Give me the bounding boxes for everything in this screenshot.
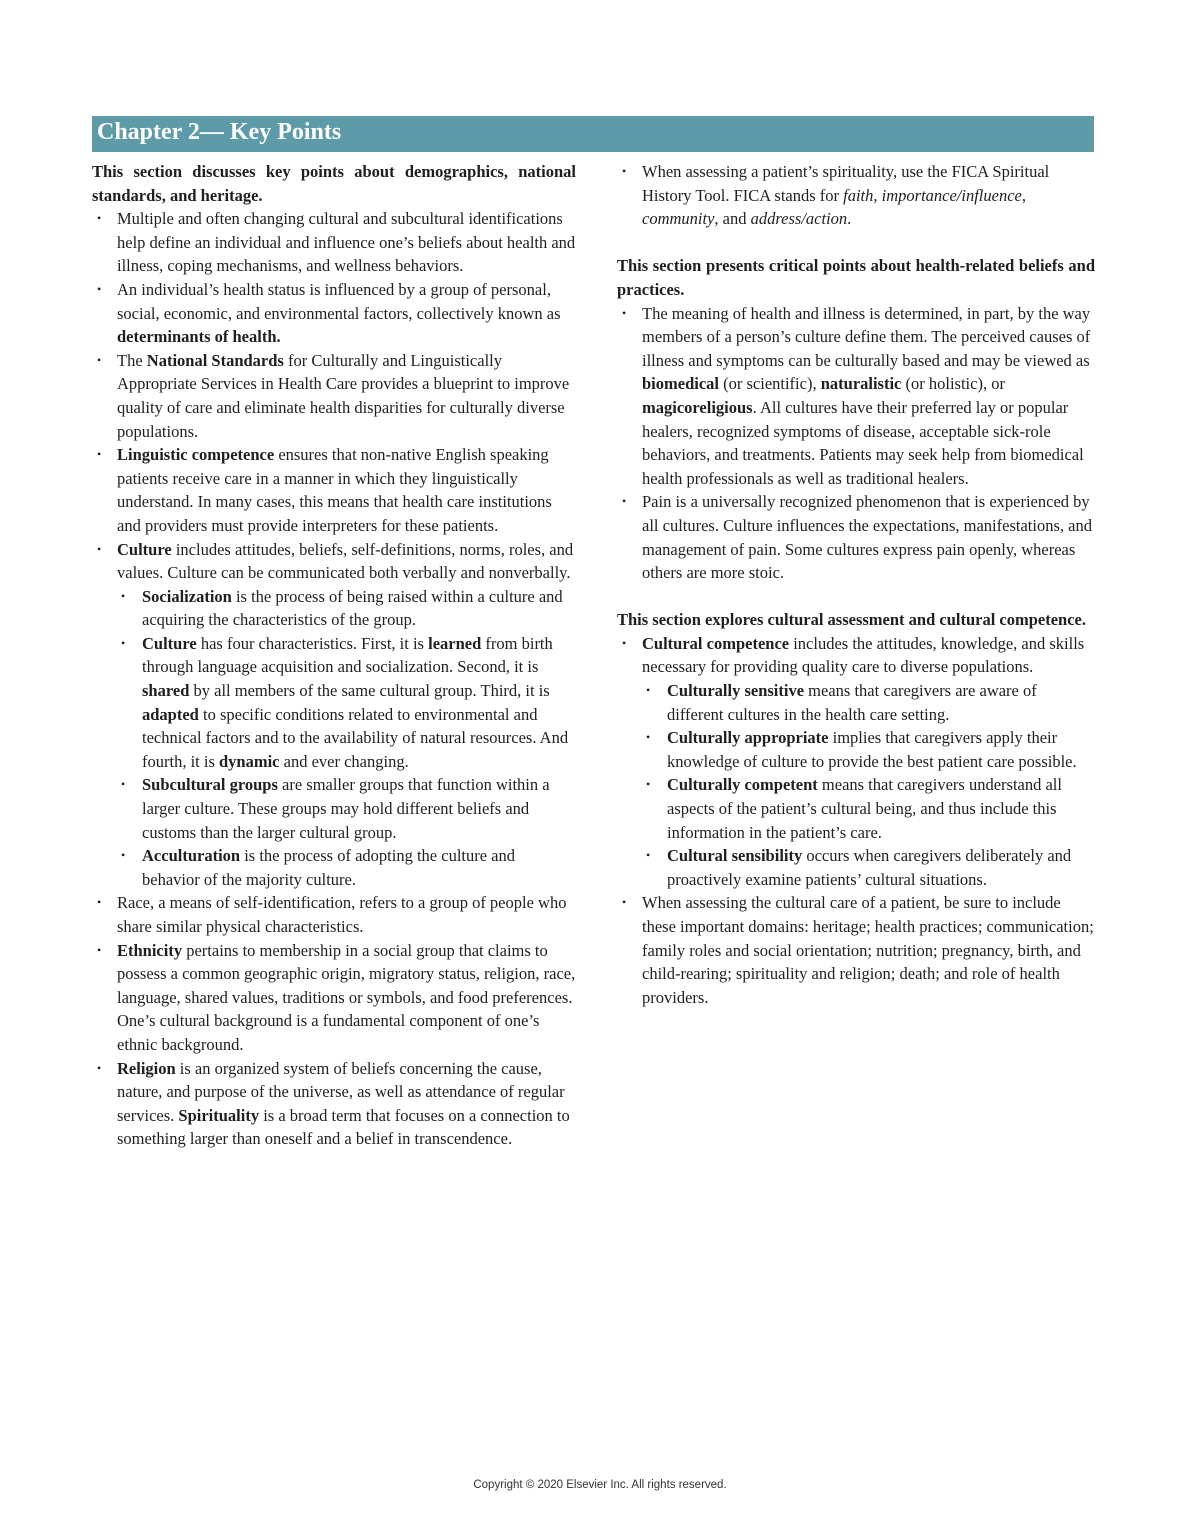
list-item: • Cultural sensibility occurs when caregivers deliberately and proactively examine patients’ cultural situations. <box>646 846 1072 889</box>
copyright-footer: Copyright © 2020 Elsevier Inc. All rights reserved. <box>473 1479 727 1491</box>
section-intro-demographics: This section discusses key points about demographics, national standards, and heritage. <box>92 162 576 205</box>
list-item: • Culture has four characteristics. First, it is learned from birth through language acquisition and socialization. Second, it is shared by all members of the same cultural group. Third, it is adapted to specific conditions related to environmental and technical factors and to the availability of natural resources. And fourth, it is dynamic and ever changing. <box>121 633 569 771</box>
bullet-icon: • <box>622 164 627 178</box>
bullet-icon: • <box>121 635 126 650</box>
list-item: • The National Standards for Culturally and Linguistically Appropriate Services in Health Care provides a blueprint to improve quality of care and eliminate health disparities for culturally diverse populations. <box>97 350 570 441</box>
chapter-banner <box>92 116 1094 152</box>
list-item: • Subcultural groups are smaller groups that function within a larger culture. These groups may hold different beliefs and customs than the larger cultural group. <box>121 775 550 842</box>
bullet-icon: • <box>622 635 627 650</box>
bullet-icon: • <box>646 777 651 792</box>
key-term: magicoreligious <box>642 397 753 417</box>
list-item: • Socialization is the process of being raised within a culture and acquiring the characteristics of the group. <box>121 586 563 630</box>
key-term: Linguistic competence <box>117 445 275 465</box>
key-term: Cultural sensibility <box>667 846 803 866</box>
bullet-icon: • <box>121 848 126 863</box>
bullet-icon: • <box>97 942 102 957</box>
bullet-icon: • <box>622 305 627 320</box>
bullet-icon: • <box>97 211 102 226</box>
list-item: • Pain is a universally recognized phenomenon that is experienced by all cultures. Culture influences the expectations, manifestations, and management of pain. Some cultures express pain openly, whereas others are more stoic. <box>622 492 1092 583</box>
key-points-list <box>617 302 1095 585</box>
list-item: • Linguistic competence ensures that non-native English speaking patients receive care in a manner in which they linguistically understand. In many cases, this means that health care institutions and providers must provide interpreters for these patients. <box>97 445 552 535</box>
section-intro-beliefs: This section presents critical points about health-related beliefs and practices. <box>617 256 1095 299</box>
key-term: naturalistic <box>820 374 902 394</box>
bullet-icon: • <box>97 895 102 910</box>
key-term: Culture <box>117 539 172 559</box>
key-term: Religion <box>117 1058 176 1078</box>
key-term: determinants of health. <box>117 327 281 347</box>
list-item: • Multiple and often changing cultural and subcultural identifications help define an individual and influence one’s beliefs about health and illness, coping mechanisms, and wellness behaviors. <box>97 209 576 276</box>
key-points-list <box>92 207 576 1151</box>
list-item: • When assessing a patient’s spirituality, use the FICA Spiritual History Tool. FICA stands for faith, importance/influence, community, and address/action. <box>622 162 1050 229</box>
bullet-icon: • <box>622 895 627 910</box>
key-term: Socialization <box>142 586 232 606</box>
list-item: • Culturally competent means that caregivers understand all aspects of the patient’s cultural being, and thus include this information in the patient’s care. <box>646 775 1062 842</box>
list-item: • Ethnicity pertains to membership in a social group that claims to possess a common geographic origin, migratory status, religion, race, language, shared values, traditions or symbols, and food preferences. One’s cultural background is a fundamental component of one’s ethnic background. <box>97 940 576 1054</box>
list-item: • When assessing the cultural care of a patient, be sure to include these important domains: heritage; health practices; communication; family roles and social orientation; nutrition; pregnancy, birth, and child-rearing; spirituality and religion; death; and role of health providers. <box>622 893 1094 1007</box>
key-term: Spirituality <box>178 1105 260 1125</box>
bullet-icon: • <box>646 848 651 863</box>
section-intro-assessment: This section explores cultural assessment and cultural competence. <box>617 610 1087 630</box>
right-column <box>617 160 1095 1009</box>
key-term: Ethnicity <box>117 940 183 960</box>
list-item: • An individual’s health status is influenced by a group of personal, social, economic, and environmental factors, collectively known as determinants of health. <box>97 279 561 347</box>
key-term: Culturally sensitive <box>667 681 805 701</box>
key-term: Culture <box>142 633 197 653</box>
key-term: biomedical <box>642 374 719 394</box>
left-column <box>92 160 576 1151</box>
list-item: • Religion is an organized system of beliefs concerning the cause, nature, and purpose of the universe, as well as attendance of regular services. Spirituality is a broad term that focuses on a connection to something larger than oneself and a belief in transcendence. <box>97 1058 570 1149</box>
key-term: Cultural competence <box>642 633 790 653</box>
bullet-icon: • <box>97 447 102 462</box>
key-term: Culturally appropriate <box>667 728 829 748</box>
list-item: • Culturally appropriate implies that caregivers apply their knowledge of culture to provide the best patient care possible. <box>646 728 1077 771</box>
key-term: National Standards <box>146 350 284 370</box>
list-item: • Acculturation is the process of adopting the culture and behavior of the majority culture. <box>121 846 516 889</box>
bullet-icon: • <box>622 494 627 509</box>
list-item: • The meaning of health and illness is determined, in part, by the way members of a person’s culture define them. The perceived causes of illness and symptoms can be culturally based and may be viewed as biomedical (or scientific), naturalistic (or holistic), or magicoreligious. All cultures have their preferred lay or popular healers, recognized symptoms of disease, acceptable sick-role behaviors, and treatments. Patients may seek help from biomedical health professionals as well as traditional healers. <box>622 303 1091 488</box>
list-item: • Culturally sensitive means that caregivers are aware of different cultures in the health care setting. <box>646 681 1037 724</box>
key-term: Acculturation <box>142 846 241 866</box>
bullet-icon: • <box>646 683 651 698</box>
list-item: • Culture includes attitudes, beliefs, self-definitions, norms, roles, and values. Culture can be communicated both verbally and nonverbally. • Socialization is the process of being raised within a culture and acquiring the characteristics of the group. • Culture has four characteristics. First, it is learned from birth through language acquisition and socialization. Second, it is shared by all members of the same cultural group. Third, it is adapted to specific conditions related to environmental and technical factors and to the availability of natural resources. And fourth, it is dynamic and ever changing. • Subcultural groups are smaller groups that function within a larger culture. These groups may hold different beliefs and customs than the larger cultural group. • Acculturation is the process of adopting the culture and behavior of the majority culture. <box>92 538 576 892</box>
bullet-icon: • <box>97 541 102 556</box>
key-term: Culturally competent <box>667 775 818 795</box>
key-term: Subcultural groups <box>142 775 278 795</box>
list-item: • Cultural competence includes the attitudes, knowledge, and skills necessary for providing quality care to diverse populations. • Culturally sensitive means that caregivers are aware of different cultures in the health care setting. • Culturally appropriate implies that caregivers apply their knowledge of culture to provide the best patient care possible. • Culturally competent means that caregivers understand all aspects of the patient’s cultural being, and thus include this information in the patient’s care. • Cultural sensibility occurs when caregivers deliberately and proactively examine patients’ cultural situations. <box>617 632 1095 892</box>
bullet-icon: • <box>121 777 126 792</box>
bullet-icon: • <box>97 1060 102 1075</box>
page-title: Chapter 2— Key Points <box>97 119 342 145</box>
bullet-icon: • <box>646 730 651 745</box>
bullet-icon: • <box>97 281 102 296</box>
sub-list <box>642 679 1095 891</box>
bullet-icon: • <box>121 588 126 603</box>
bullet-icon: • <box>97 352 102 367</box>
key-points-list <box>617 632 1095 1010</box>
list-item: • Race, a means of self-identification, refers to a group of people who share similar physical characteristics. <box>97 893 567 936</box>
sub-list <box>117 585 576 892</box>
key-points-list <box>617 160 1095 231</box>
